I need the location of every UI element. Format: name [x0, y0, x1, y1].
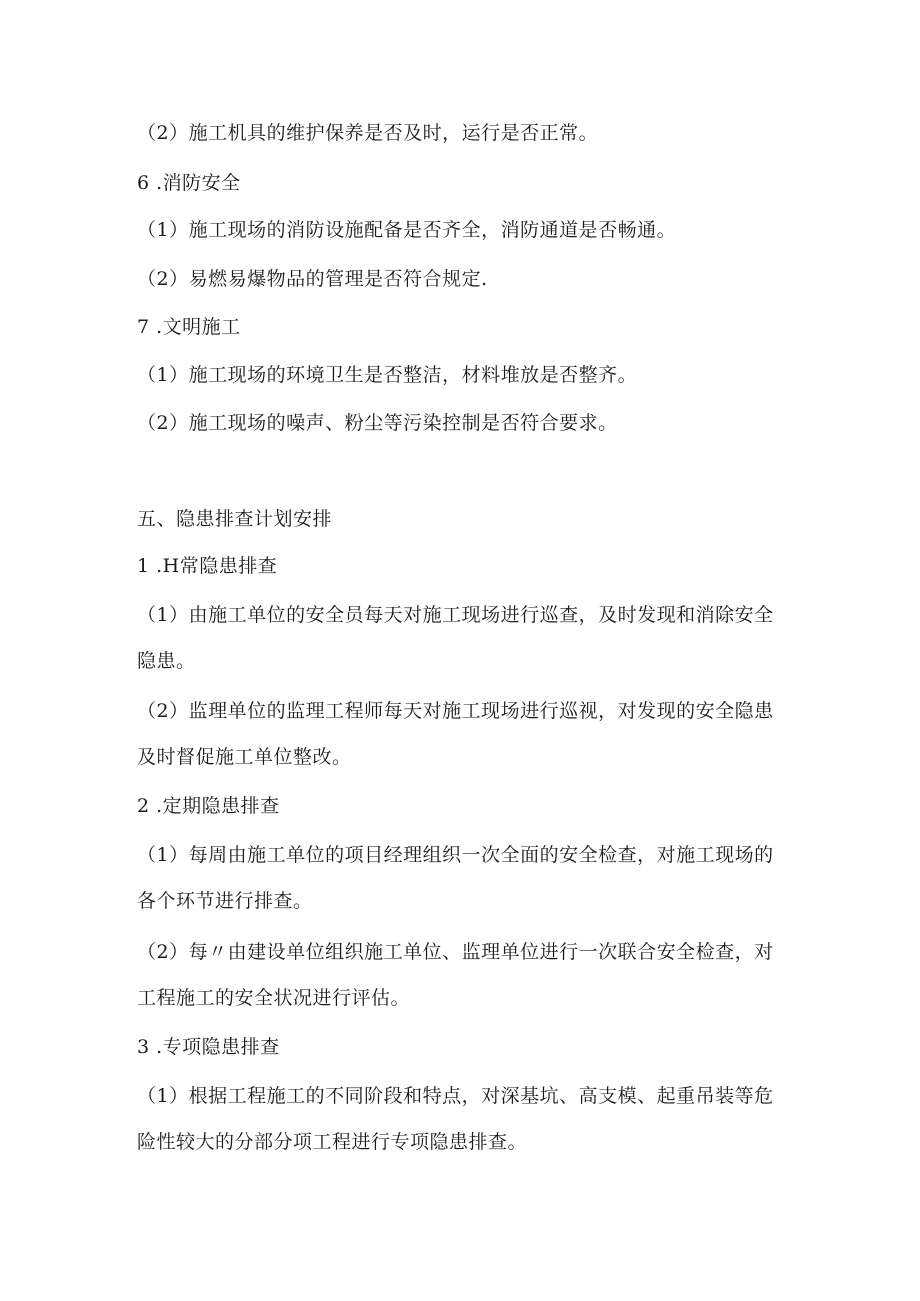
list-item: （2）易燃易爆物品的管理是否符合规定. [137, 268, 488, 290]
list-item: （1）施工现场的环境卫生是否整洁，材料堆放是否整齐。 [137, 364, 638, 386]
chapter-heading: 五、隐患排查计划安排 [137, 508, 333, 530]
paragraph: （1）根据工程施工的不同阶段和特点，对深基坑、高支模、起重吊装等危险性较大的分部分项工程进行专项隐患排查。 [137, 1085, 774, 1153]
section-heading: 3 .专项隐患排查 [137, 1036, 280, 1058]
section-heading: 7 .文明施工 [137, 316, 241, 338]
section-heading: 6 .消防安全 [137, 172, 241, 194]
paragraph: （1）每周由施工单位的项目经理组织一次全面的安全检查，对施工现场的各个环节进行排查。 [137, 844, 774, 912]
list-item: （2）施工机具的维护保养是否及时，运行是否正常。 [137, 122, 599, 144]
list-item: （2）施工现场的噪声、粉尘等污染控制是否符合要求。 [137, 412, 618, 434]
section-heading: 1 .H常隐患排查 [137, 555, 278, 577]
list-item: （1）施工现场的消防设施配备是否齐全，消防通道是否畅通。 [137, 219, 677, 241]
paragraph: （2）监理单位的监理工程师每天对施工现场进行巡视，对发现的安全隐患及时督促施工单位整改。 [137, 700, 774, 768]
paragraph: （1）由施工单位的安全员每天对施工现场进行巡查，及时发现和消除安全隐患。 [137, 604, 774, 672]
section-heading: 2 .定期隐患排查 [137, 795, 280, 817]
paragraph: （2）每〃由建设单位组织施工单位、监理单位进行一次联合安全检查，对工程施工的安全状况进行评估。 [137, 941, 774, 1009]
